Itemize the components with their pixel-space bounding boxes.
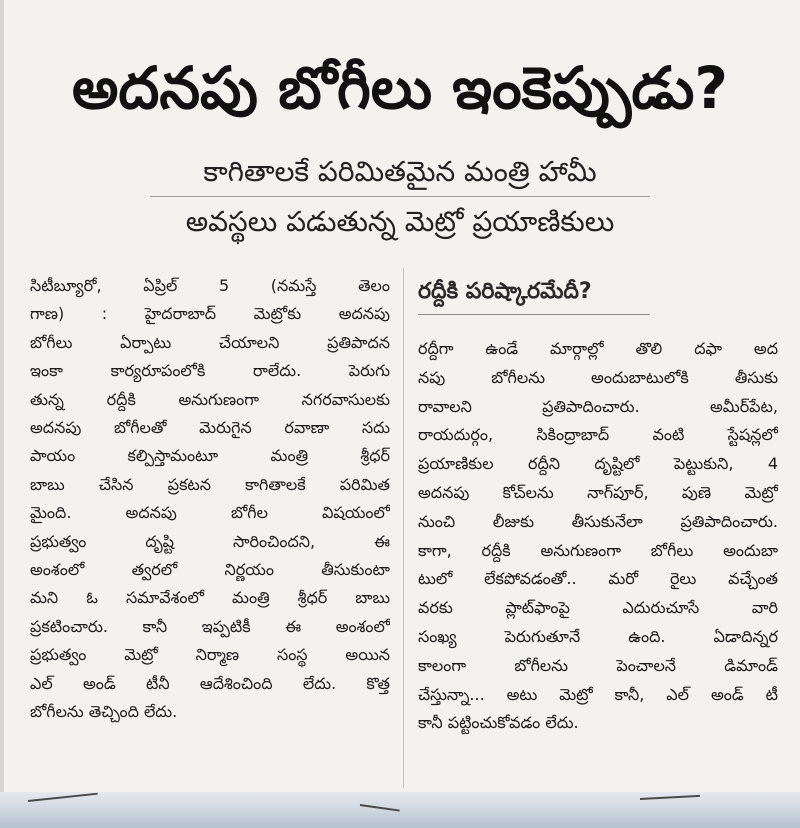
body-line: రాయదుర్గం, సికింద్రాబాద్ వంటి స్టేషన్లలో: [418, 425, 778, 445]
body-line: బాబు చేసిన ప్రకటన కాగితాలకే పరిమిత: [30, 474, 390, 494]
overhead-wire: [360, 804, 400, 812]
body-line: చేస్తున్నా... అటు మెట్రో కానీ, ఎల్ అండ్ టీ: [418, 684, 778, 704]
body-line: నపు బోగీలను అందుబాటులోకి తీసుకు: [418, 367, 778, 387]
body-line: అంశంలో త్వరలో నిర్ణయం తీసుకుంటా: [30, 560, 390, 580]
body-line: ఎల్ అండ్ టీనీ ఆదేశించింది లేదు. కొత్త: [30, 673, 390, 693]
body-line: కానీ పట్టించుకోవడం లేదు.: [418, 713, 579, 733]
column-divider: [403, 268, 404, 788]
right-heading-underline: [418, 314, 650, 315]
subheadline-divider: [150, 196, 650, 197]
body-line: అదనపు బోగీలతో మెరుగైన రవాణా సదు: [30, 418, 390, 438]
left-column-body: [30, 272, 390, 727]
body-line: నుంచి లీజుకు తీసుకునేలా ప్రతిపాదించారు.: [418, 511, 778, 531]
body-line: ప్రభుత్వం దృష్టి సారించిందని, ఈ: [30, 531, 390, 551]
overhead-wire: [28, 793, 98, 802]
body-line: కాగా, రద్దీకి అనుగుణంగా బోగీలు అందుబా: [418, 540, 778, 560]
body-line: ప్రభుత్వం మెట్రో నిర్మాణ సంస్థ అయిన: [30, 645, 390, 665]
body-line: బోగీలను తెచ్చింది లేదు.: [30, 702, 178, 722]
subheadline-secondary: అవస్థలు పడుతున్న మెట్రో ప్రయాణికులు: [185, 205, 615, 238]
body-line: గాణ) : హైదరాబాద్ మెట్రోకు అదనపు: [30, 304, 390, 324]
body-line: అదనపు కోచ్‌లను నాగ్‌పూర్, పుణె మెట్రో: [418, 482, 778, 502]
subheadline-primary: కాగితాలకే పరిమితమైన మంత్రి హామీ: [203, 155, 597, 188]
right-column-heading: రద్దీకి పరిష్కారమేదీ?: [418, 279, 592, 304]
body-line: పాయం కల్పిస్తామంటూ మంత్రి శ్రీధర్: [30, 446, 390, 466]
body-line: మైంది. అదనపు బోగీల విషయంలో: [30, 503, 390, 523]
overhead-wire: [640, 795, 700, 800]
right-column-body: [418, 335, 778, 738]
article-headline: అదనపు బోగీలు ఇంకెప్పుడు?: [71, 54, 728, 122]
body-line: వరకు ప్లాట్‌ఫాంపై ఎదురుచూసే వారి: [418, 598, 778, 618]
body-line: ఇంకా కార్యరూపంలోకి రాలేదు. పెరుగు: [30, 361, 390, 381]
photo-strip: [0, 792, 800, 828]
body-line: ప్రకటించారు. కానీ ఇప్పటికీ ఈ అంశంలో: [30, 616, 390, 636]
body-line: రద్దీగా ఉండే మార్గాల్లో తొలి దఫా అద: [418, 339, 778, 358]
body-line: సిటీబ్యూరో, ఏప్రిల్ 5 (నమస్తే తెలం: [30, 276, 390, 295]
body-line: రావాలని ప్రతిపాదించారు. అమీర్‌పేట,: [418, 396, 778, 416]
body-line: తున్న రద్దీకి అనుగుణంగా నగరవాసులకు: [30, 389, 390, 409]
body-line: కాలంగా బోగీలను పెంచాలనే డిమాండ్: [418, 655, 778, 675]
body-line: టులో లేకపోవడంతో.. మరో రైలు వచ్చేంత: [418, 569, 778, 589]
body-line: మని ఓ సమావేశంలో మంత్రి శ్రీధర్ బాబు: [30, 588, 390, 608]
body-line: బోగీలు ఏర్పాటు చేయాలని ప్రతిపాదన: [30, 332, 390, 352]
body-line: సంఖ్య పెరుగుతూనే ఉంది. ఏడాదిన్నర: [418, 626, 778, 646]
body-line: ప్రయాణికుల రద్దీని దృష్టిలో పెట్టుకుని, 4: [418, 454, 778, 474]
